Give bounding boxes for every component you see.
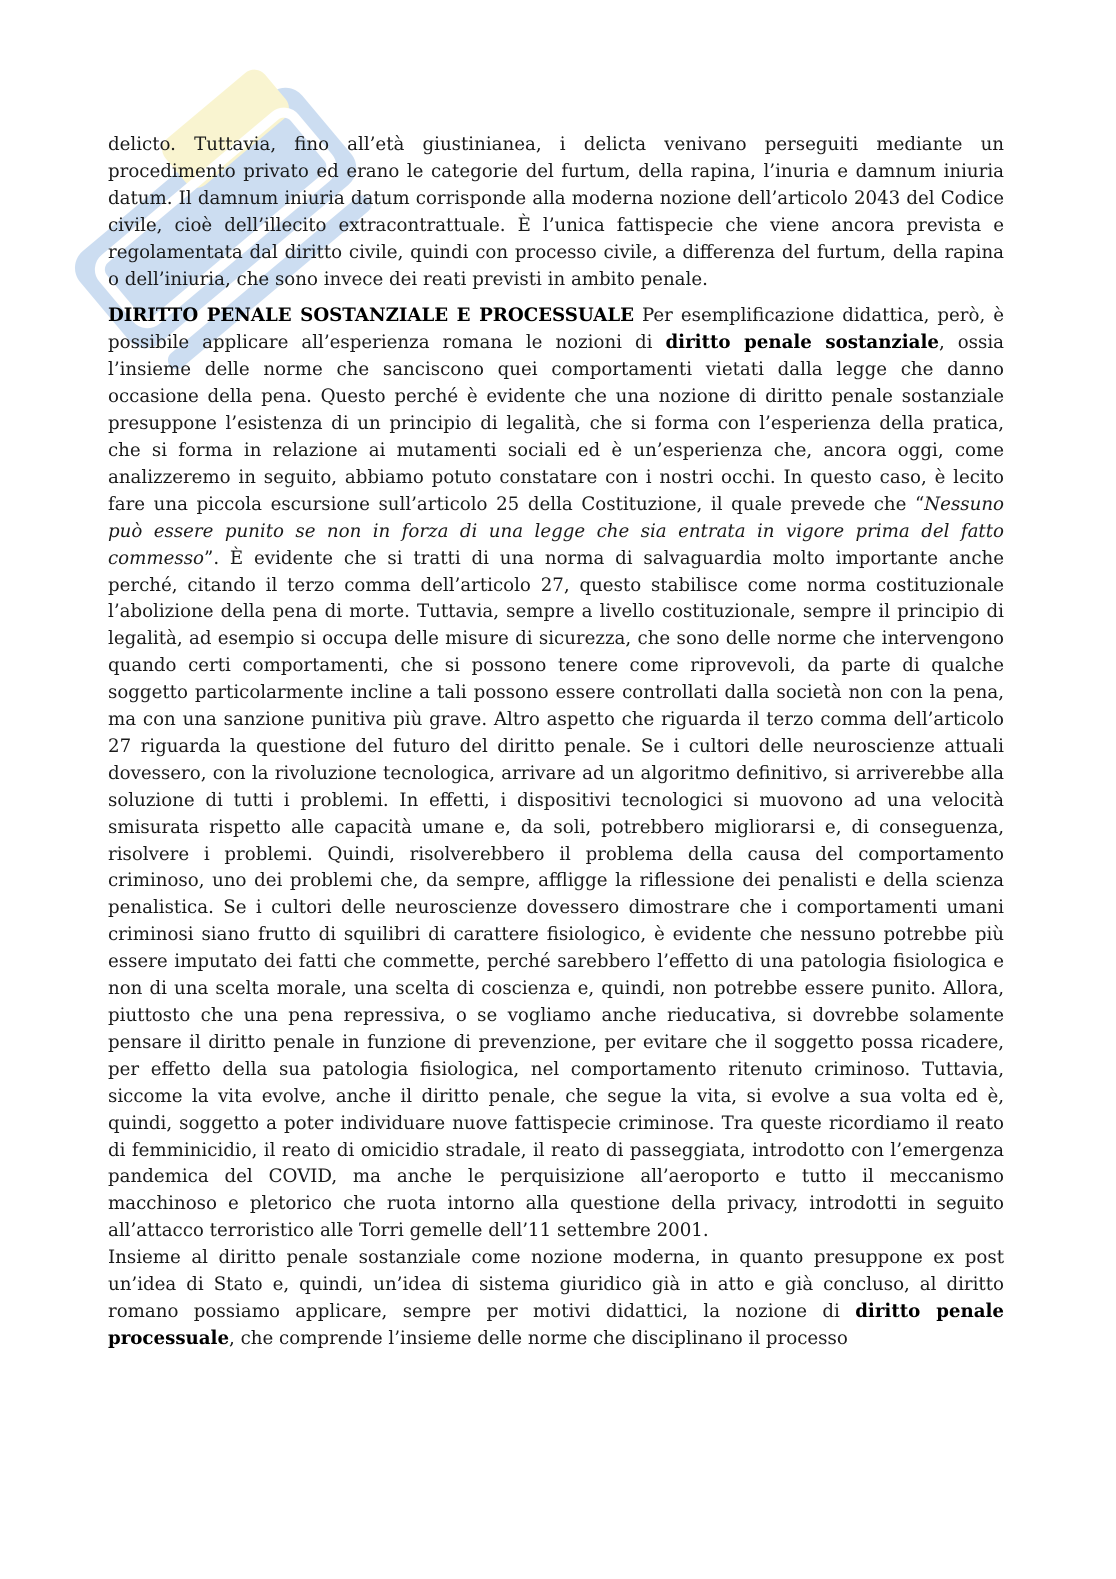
section-text-1: Per esemplificazione didattica, però, è possibile applicare all’esperienza romana le nozioni di xyxy=(108,305,1004,354)
section-text-3: ”. È evidente che si tratti di una norma di salvaguardia molto importante anche perché, citando il terzo comma dell’articolo 27, questo stabilisce come norma costituzionale l’abolizione della pena di morte. Tuttavia, sempre a livello costituzionale, sempre il principio di legalità, ad esempio si occupa delle misure di sicurezza, che sono delle norme che intervengono quando certi comportamenti, che si possono tenere come riprovevoli, da parte di qualche soggetto particolarmente incline a tali possono essere controllati dalla società non con la pena, ma con una sanzione punitiva più grave. Altro aspetto che riguarda il terzo comma dell’articolo 27 riguarda la questione del futuro del diritto penale. Se i cultori delle neuroscienze attuali dovessero, con la rivoluzione tecnologica, arrivare ad un algoritmo definitivo, si arriverebbe alla soluzione di tutti i problemi. In effetti, i dispositivi tecnologici si muovono ad una velocità smisurata rispetto alle capacità umane e, da soli, potrebbero migliorarsi e, di conseguenza, risolvere i problemi. Quindi, risolverebbero il problema della causa del comportamento criminoso, uno dei problemi che, da sempre, affligge la riflessione dei penalisti e della scienza penalistica. Se i cultori delle neuroscienze dovessero dimostrare che i comportamenti umani criminosi siano frutto di squilibri di carattere fisiologico, è evidente che nessuno potrebbe più essere imputato dei fatti che commette, perché sarebbero l’effetto di una patologia fisiologica e non di una scelta morale, una scelta di coscienza e, quindi, non potrebbe essere punito. Allora, piuttosto che una pena repressiva, o se vogliamo anche rieducativa, si dovrebbe solamente pensare il diritto penale in funzione di prevenzione, per evitare che il soggetto possa ricadere, per effetto della sua patologia fisiologica, nel comportamento ritenuto criminoso. Tuttavia, siccome la vita evolve, anche il diritto penale, che segue la vita, si evolve a sua volta ed è, quindi, soggetto a poter individuare nuove fattispecie criminose. Tra queste ricordiamo il reato di femminicidio, il reato di omicidio stradale, il reato di passeggiata, introdotto con l’emergenza pandemica del COVID, ma anche le perquisizione all’aeroporto e tutto il meccanismo macchinoso e pletorico che ruota intorno alla questione della privacy, introdotti in seguito all’attacco terroristico alle Torri gemelle dell’11 settembre 2001. xyxy=(108,547,1004,1242)
section-text-2: , ossia l’insieme delle norme che sanciscono quei comportamenti vietati dalla legge che danno occasione della pena. Questo perché è evidente che una nozione di diritto penale sostanziale presuppone l’esistenza di un principio di legalità, che si forma con l’esperienza della pratica, che si forma in relazione ai mutamenti sociali ed è un’esperienza che, ancora oggi, come analizzeremo in seguito, abbiamo potuto constatare con i nostri occhi. In questo caso, è lecito fare una piccola escursione sull’articolo 25 della Costituzione, il quale prevede che “ xyxy=(108,332,1005,515)
document-body xyxy=(108,132,1004,1353)
closing-text-1: Insieme al diritto penale sostanziale come nozione moderna, in quanto presuppone ex post un’idea di Stato e, quindi, un’idea di sistema giuridico già in atto e già concluso, al diritto romano possiamo applicare, sempre per motivi didattici, la nozione di xyxy=(108,1247,1004,1322)
bold-term-processuale: diritto penale processuale xyxy=(108,1300,1004,1349)
closing-paragraph xyxy=(108,1245,1004,1353)
bold-term-sostanziale: diritto penale sostanziale xyxy=(665,332,939,354)
intro-paragraph: delicto. Tuttavia, fino all’età giustinianea, i delicta venivano perseguiti mediante un procedimento privato ed erano le categorie del furtum, della rapina, l’inuria e damnum iniuria datum. Il damnum iniuria datum corrisponde alla moderna nozione dell’articolo 2043 del Codice civile, cioè dell’illecito extracontrattuale. È l’unica fattispecie che viene ancora prevista e regolamentata dal diritto civile, quindi con processo civile, a differenza del furtum, della rapina o dell’iniuria, che sono invece dei reati previsti in ambito penale. xyxy=(108,134,1004,290)
constitution-quote: Nessuno può essere punito se non in forza di una legge che sia entrata in vigore prima del fatto commesso xyxy=(108,493,1004,569)
closing-text-2: , che comprende l’insieme delle norme che disciplinano il processo xyxy=(229,1327,848,1349)
section-heading: DIRITTO PENALE SOSTANZIALE E PROCESSUALE xyxy=(108,305,634,327)
section-paragraph xyxy=(108,303,1004,1245)
